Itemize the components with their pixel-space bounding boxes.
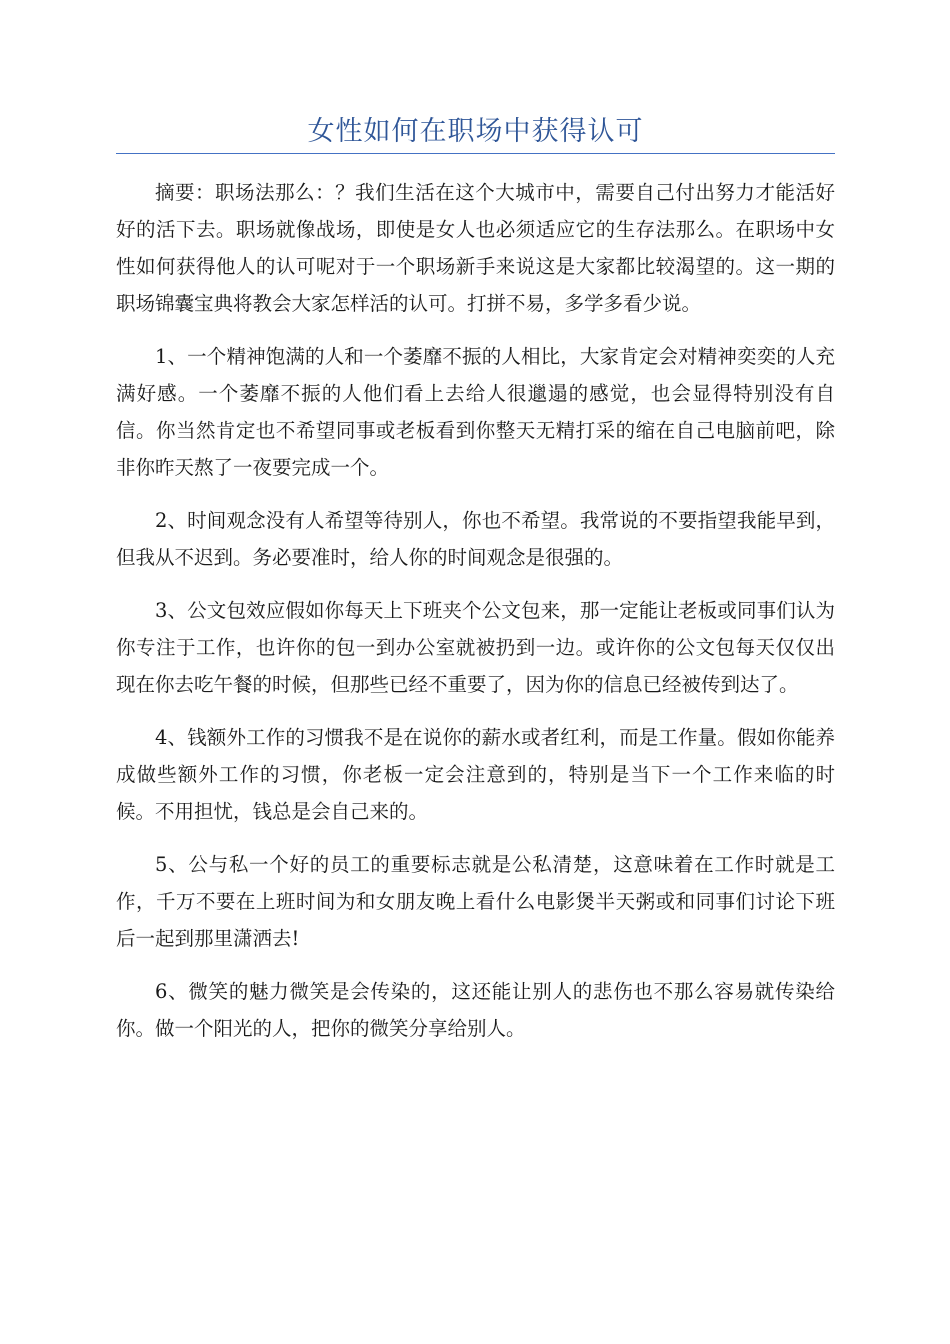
paragraph-3: 3、公文包效应假如你每天上下班夹个公文包来，那一定能让老板或同事们认为你专注于工作，也许你的包一到办公室就被扔到一边。或许你的公文包每天仅仅出现在你去吃午餐的时候，但那些已经不重要了，因为你的信息已经被传到达了。 [116, 599, 835, 696]
document-page [116, 112, 835, 1063]
paragraph-abstract: 摘要：职场法那么：？我们生活在这个大城市中，需要自己付出努力才能活好好的活下去。职场就像战场，即使是女人也必须适应它的生存法那么。在职场中女性如何获得他人的认可呢对于一个职场新手来说这是大家都比较渴望的。这一期的职场锦囊宝典将教会大家怎样活的认可。打拼不易，多学多看少说。 [116, 181, 835, 315]
document-body [116, 174, 835, 1047]
paragraph-6: 6、微笑的魅力微笑是会传染的，这还能让别人的悲伤也不那么容易就传染给你。做一个阳光的人，把你的微笑分享给别人。 [116, 980, 835, 1040]
paragraph-5: 5、公与私一个好的员工的重要标志就是公私清楚，这意味着在工作时就是工作，千万不要在上班时间为和女朋友晚上看什么电影煲半天粥或和同事们讨论下班后一起到那里潇洒去! [116, 853, 835, 950]
paragraph-1: 1、一个精神饱满的人和一个萎靡不振的人相比，大家肯定会对精神奕奕的人充满好感。一个萎靡不振的人他们看上去给人很邋遢的感觉，也会显得特别没有自信。你当然肯定也不希望同事或老板看到你整天无精打采的缩在自己电脑前吧，除非你昨天熬了一夜要完成一个。 [116, 345, 835, 479]
document-title: 女性如何在职场中获得认可 [307, 116, 644, 147]
paragraph-4: 4、钱额外工作的习惯我不是在说你的薪水或者红利，而是工作量。假如你能养成做些额外工作的习惯，你老板一定会注意到的，特别是当下一个工作来临的时候。不用担忧，钱总是会自己来的。 [116, 726, 835, 823]
title-underline [116, 153, 835, 154]
paragraph-2: 2、时间观念没有人希望等待别人，你也不希望。我常说的不要指望我能早到，但我从不迟到。务必要准时，给人你的时间观念是很强的。 [116, 509, 835, 569]
